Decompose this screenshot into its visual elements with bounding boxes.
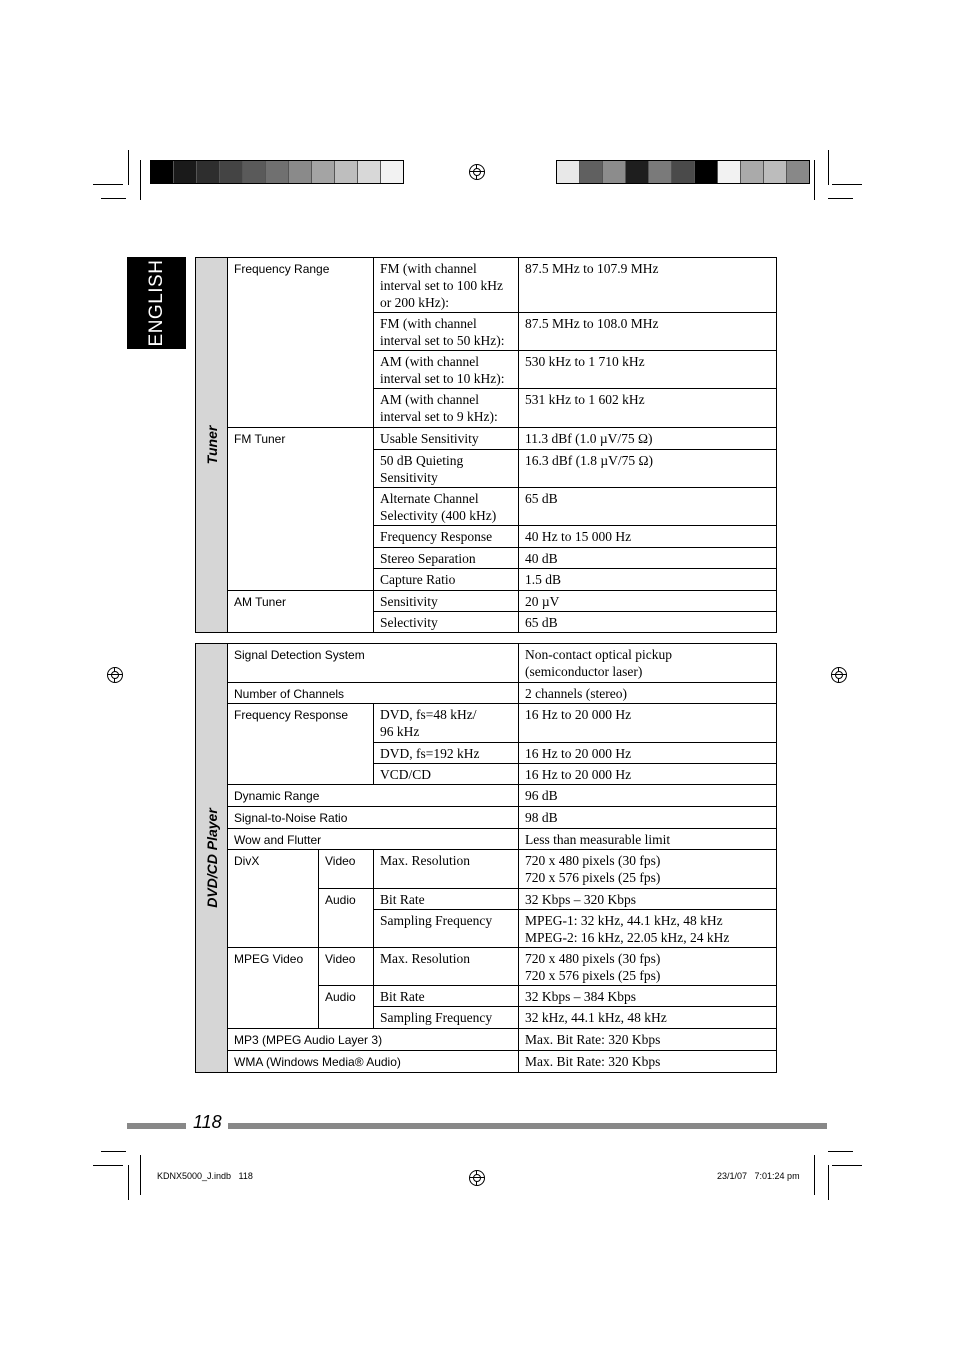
- sub-label: FM (with channel interval set to 50 kHz):: [373, 312, 519, 351]
- crop-mark: [828, 1151, 853, 1152]
- crop-mark: [140, 1155, 141, 1195]
- sub-label: Stereo Separation: [373, 547, 519, 569]
- value-cell: 530 kHz to 1 710 kHz: [518, 350, 777, 389]
- registration-mark-icon: [107, 667, 123, 683]
- crop-mark: [140, 160, 141, 200]
- crop-mark: [101, 1151, 126, 1152]
- language-tab: ENGLISH: [127, 257, 186, 349]
- sub-label: Sampling Frequency: [373, 909, 519, 948]
- footer-rule: [228, 1123, 827, 1129]
- row-label: DivX: [227, 849, 319, 948]
- sub-label: AM (with channel interval set to 10 kHz):: [373, 350, 519, 389]
- crop-mark: [93, 184, 123, 185]
- value-cell: 720 x 480 pixels (30 fps) 720 x 576 pixels (25 fps): [518, 947, 777, 986]
- page-number: 118: [193, 1112, 222, 1132]
- row-label: Signal-to-Noise Ratio: [227, 806, 519, 829]
- registration-mark-icon: [469, 164, 485, 180]
- row-label: WMA (Windows Media® Audio): [227, 1050, 519, 1073]
- value-cell: 87.5 MHz to 108.0 MHz: [518, 312, 777, 351]
- value-cell: 65 dB: [518, 611, 777, 633]
- sub-label: Video: [318, 947, 374, 986]
- registration-mark-icon: [469, 1170, 485, 1186]
- value-cell: Non-contact optical pickup (semiconductor laser): [518, 643, 777, 683]
- sub-label: Bit Rate: [373, 888, 519, 910]
- file-slug: KDNX5000_J.indb 118: [157, 1171, 253, 1181]
- crop-mark: [828, 150, 829, 185]
- section-label-dvd: DVD/CD Player: [195, 643, 228, 1073]
- sub-label: DVD, fs=48 kHz/ 96 kHz: [373, 703, 519, 743]
- section-label-tuner: Tuner: [195, 257, 228, 633]
- sub-label: VCD/CD: [373, 763, 519, 785]
- sub-label: FM (with channel interval set to 100 kHz or 200 kHz):: [373, 257, 519, 313]
- value-cell: 1.5 dB: [518, 568, 777, 591]
- sub-label: 50 dB Quieting Sensitivity: [373, 449, 519, 488]
- footer-rule: [127, 1123, 186, 1129]
- value-cell: 32 kHz, 44.1 kHz, 48 kHz: [518, 1006, 777, 1029]
- value-cell: 32 Kbps – 384 Kbps: [518, 985, 777, 1007]
- value-cell: 32 Kbps – 320 Kbps: [518, 888, 777, 910]
- crop-mark: [828, 1165, 829, 1200]
- sub-label: Usable Sensitivity: [373, 427, 519, 450]
- row-label: Number of Channels: [227, 682, 519, 704]
- row-label: Frequency Response: [227, 703, 374, 785]
- sub-label: Frequency Response: [373, 525, 519, 548]
- value-cell: Max. Bit Rate: 320 Kbps: [518, 1050, 777, 1073]
- value-cell: 16.3 dBf (1.8 µV/75 Ω): [518, 449, 777, 488]
- crop-mark: [101, 198, 126, 199]
- sub-label: Bit Rate: [373, 985, 519, 1007]
- crop-mark: [832, 184, 862, 185]
- sub-label: Capture Ratio: [373, 568, 519, 591]
- sub-label: Audio: [318, 985, 374, 1029]
- crop-mark: [93, 1165, 123, 1166]
- value-cell: 96 dB: [518, 784, 777, 807]
- value-cell: Max. Bit Rate: 320 Kbps: [518, 1028, 777, 1051]
- crop-mark: [828, 198, 853, 199]
- value-cell: 720 x 480 pixels (30 fps) 720 x 576 pixels (25 fps): [518, 849, 777, 889]
- row-label: Signal Detection System: [227, 643, 519, 683]
- row-label: Wow and Flutter: [227, 828, 519, 850]
- sub-label: Sampling Frequency: [373, 1006, 519, 1029]
- value-cell: 16 Hz to 20 000 Hz: [518, 742, 777, 764]
- crop-mark: [832, 1165, 862, 1166]
- density-bar-right: [556, 160, 810, 184]
- sub-label: Sensitivity: [373, 590, 519, 612]
- row-label: Frequency Range: [227, 257, 374, 428]
- value-cell: MPEG-1: 32 kHz, 44.1 kHz, 48 kHz MPEG-2: 16 kHz, 22.05 kHz, 24 kHz: [518, 909, 777, 948]
- row-label: Dynamic Range: [227, 784, 519, 807]
- sub-label: Video: [318, 849, 374, 889]
- value-cell: 531 kHz to 1 602 kHz: [518, 388, 777, 428]
- sub-label: Max. Resolution: [373, 947, 519, 986]
- sub-label: Audio: [318, 888, 374, 948]
- crop-mark: [128, 1165, 129, 1200]
- sub-label: AM (with channel interval set to 9 kHz):: [373, 388, 519, 428]
- value-cell: 11.3 dBf (1.0 µV/75 Ω): [518, 427, 777, 450]
- row-label: AM Tuner: [227, 590, 374, 633]
- row-label: FM Tuner: [227, 427, 374, 591]
- value-cell: Less than measurable limit: [518, 828, 777, 850]
- density-bar-left: [150, 160, 404, 184]
- sub-label: DVD, fs=192 kHz: [373, 742, 519, 764]
- value-cell: 16 Hz to 20 000 Hz: [518, 763, 777, 785]
- value-cell: 40 Hz to 15 000 Hz: [518, 525, 777, 548]
- row-label: MP3 (MPEG Audio Layer 3): [227, 1028, 519, 1051]
- date-slug: 23/1/07 7:01:24 pm: [717, 1171, 800, 1181]
- value-cell: 20 µV: [518, 590, 777, 612]
- value-cell: 40 dB: [518, 547, 777, 569]
- crop-mark: [128, 150, 129, 185]
- sub-label: Alternate Channel Selectivity (400 kHz): [373, 487, 519, 526]
- value-cell: 16 Hz to 20 000 Hz: [518, 703, 777, 743]
- value-cell: 87.5 MHz to 107.9 MHz: [518, 257, 777, 313]
- value-cell: 2 channels (stereo): [518, 682, 777, 704]
- row-label: MPEG Video: [227, 947, 319, 1029]
- sub-label: Max. Resolution: [373, 849, 519, 889]
- value-cell: 65 dB: [518, 487, 777, 526]
- crop-mark: [814, 160, 815, 200]
- value-cell: 98 dB: [518, 806, 777, 829]
- registration-mark-icon: [831, 667, 847, 683]
- crop-mark: [814, 1155, 815, 1195]
- sub-label: Selectivity: [373, 611, 519, 633]
